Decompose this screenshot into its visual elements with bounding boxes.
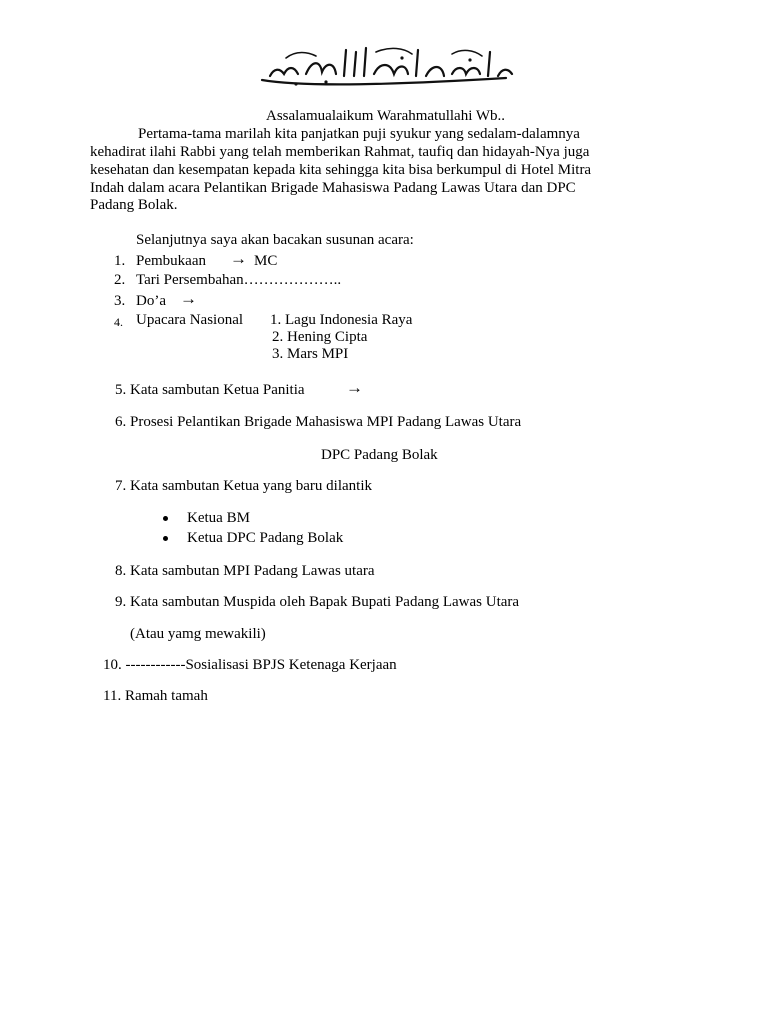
- item-8: 8. Kata sambutan MPI Padang Lawas utara: [115, 563, 375, 579]
- item-1-number: 1.: [114, 253, 126, 269]
- intro-line-4: Indah dalam acara Pelantikan Brigade Mahasiswa Padang Lawas Utara dan DPC: [90, 180, 576, 196]
- item-9-continuation: (Atau yamg mewakili): [130, 626, 266, 642]
- bullet-icon: [163, 516, 168, 521]
- item-3-text: Do’a: [136, 293, 166, 309]
- item-6-continuation: DPC Padang Bolak: [321, 447, 438, 463]
- item-11: 11. Ramah tamah: [103, 688, 208, 704]
- bullet-icon: [163, 536, 168, 541]
- intro-line-5: Padang Bolak.: [90, 197, 178, 213]
- item-4-number: 4.: [114, 315, 123, 329]
- item-4-sub-1: 1. Lagu Indonesia Raya: [270, 312, 413, 328]
- item-1-after: MC: [254, 253, 278, 269]
- item-7-bullet-2: Ketua DPC Padang Bolak: [187, 530, 344, 546]
- item-9: 9. Kata sambutan Muspida oleh Bapak Bupati Padang Lawas Utara: [115, 594, 520, 610]
- item-7-bullet-1: Ketua BM: [187, 510, 250, 526]
- item-10: 10. ------------Sosialisasi BPJS Ketenaga Kerjaan: [103, 657, 397, 673]
- item-4-sub-3: 3. Mars MPI: [272, 346, 349, 362]
- intro-line-1: Pertama-tama marilah kita panjatkan puji syukur yang sedalam-dalamnya: [138, 126, 580, 142]
- agenda-lead: Selanjutnya saya akan bacakan susunan acara:: [136, 232, 414, 248]
- item-5: 5. Kata sambutan Ketua Panitia: [115, 382, 305, 398]
- item-6: 6. Prosesi Pelantikan Brigade Mahasiswa MPI Padang Lawas Utara: [115, 414, 522, 430]
- item-2-text: Tari Persembahan………………..: [136, 272, 342, 288]
- arrow-right-icon: →: [346, 378, 363, 397]
- item-4-sub-2: 2. Hening Cipta: [272, 329, 368, 345]
- item-4-text: Upacara Nasional: [136, 312, 244, 328]
- intro-line-3: kesehatan dan kesempatan kepada kita sehingga kita bisa berkumpul di Hotel Mitra: [90, 162, 592, 178]
- greeting: Assalamualaikum Warahmatullahi Wb..: [266, 108, 506, 124]
- item-1-text: Pembukaan: [136, 253, 206, 269]
- item-7: 7. Kata sambutan Ketua yang baru dilantik: [115, 478, 373, 494]
- arrow-right-icon: →: [230, 249, 247, 268]
- intro-line-2: kehadirat ilahi Rabbi yang telah memberikan Rahmat, taufiq dan hidayah-Nya juga: [90, 144, 590, 160]
- item-3-number: 3.: [114, 293, 126, 309]
- arrow-right-icon: →: [180, 289, 197, 308]
- bismillah-calligraphy-icon: [256, 40, 520, 88]
- item-2-number: 2.: [114, 272, 126, 288]
